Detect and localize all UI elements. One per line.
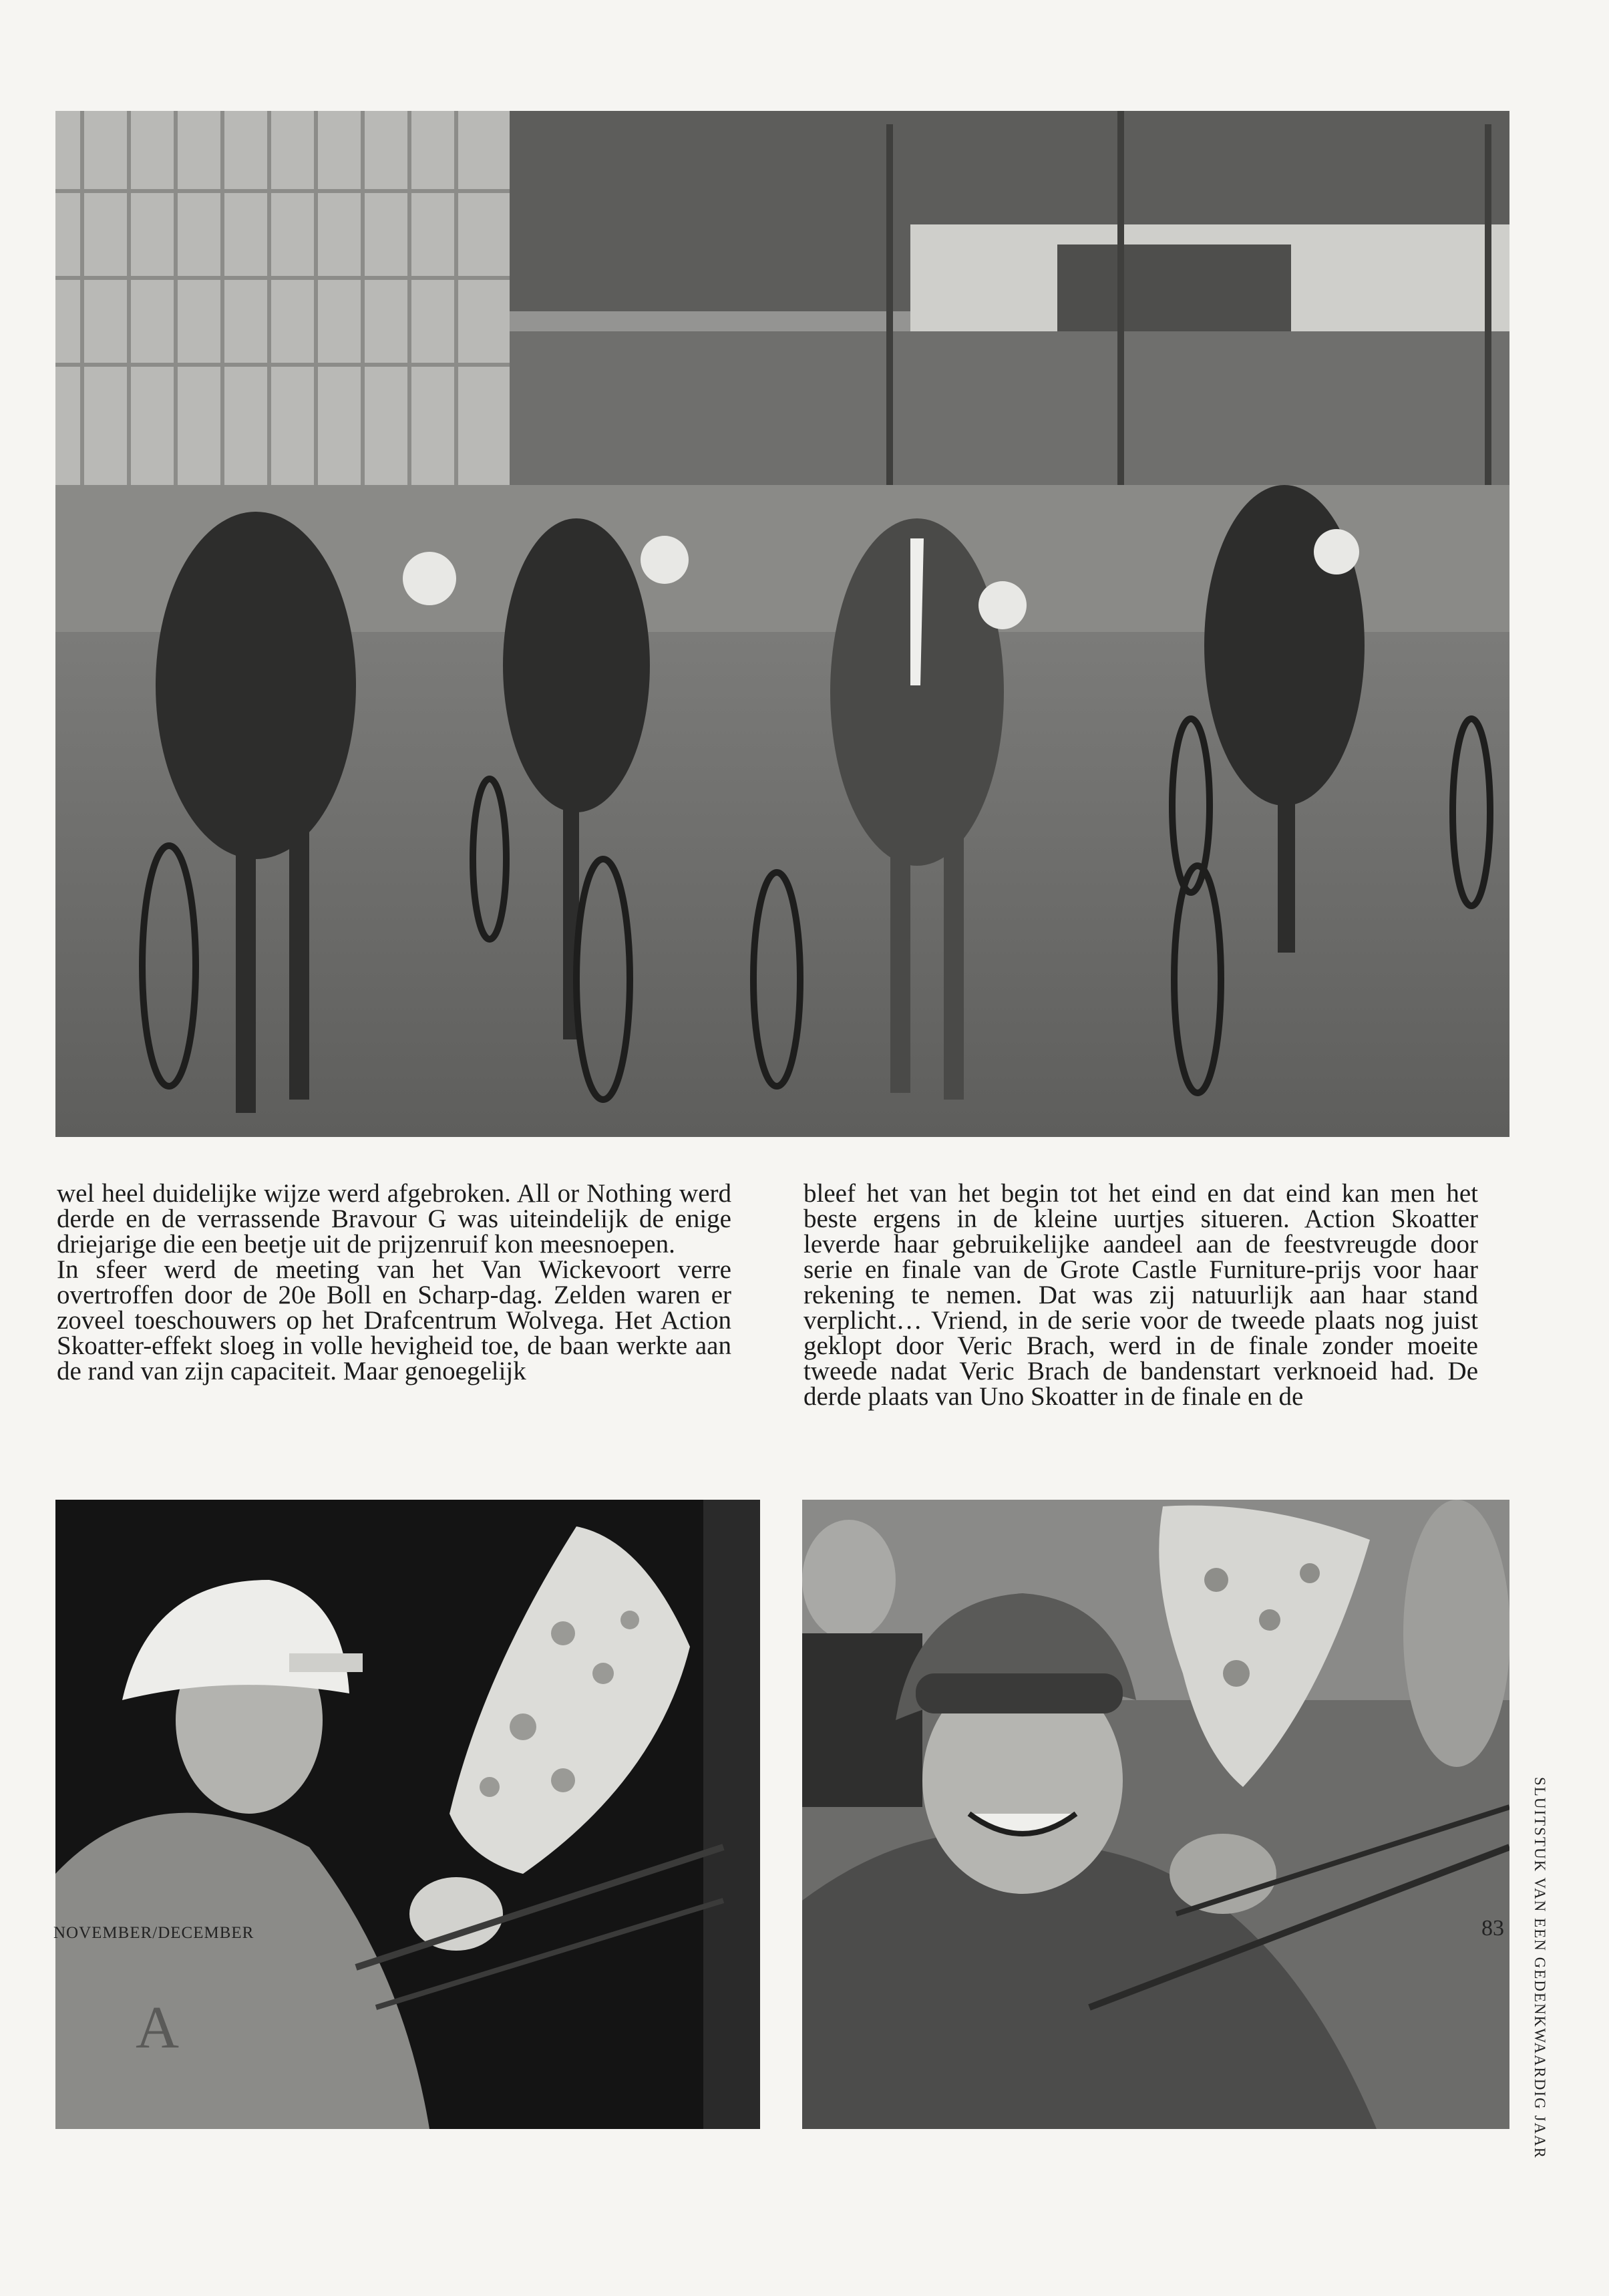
smiling-driver-with-flowers-photo — [802, 1500, 1509, 2129]
article-paragraph: wel heel duidelijke wijze werd afgebroken. All or Nothing werd derde en de verrassende Bravour G was uiteindelijk de enige driejarige die een beetje uit de prijzenruif kon meesnoepen. — [57, 1179, 731, 1259]
footer-issue-date: NOVEMBER/DECEMBER — [53, 1924, 254, 1942]
svg-text:A: A — [136, 1995, 179, 2061]
article-left-column — [57, 1181, 731, 1384]
side-caption: SLUITSTUK VAN EEN GEDENKWAARDIG JAAR — [1532, 1777, 1548, 2160]
driver-with-flowers-photo — [55, 1500, 760, 2129]
harness-race-photo — [55, 111, 1509, 1137]
article-right-column — [803, 1181, 1478, 1410]
page-number: 83 — [1481, 1916, 1504, 1941]
article-paragraph: In sfeer werd de meeting van het Van Wickevoort verre overtroffen door de 20e Boll en Scharp-dag. Zelden waren er zoveel toeschouwers op het Drafcentrum Wolvega. Het Action Skoatter-effekt sloeg in volle hevigheid toe, de baan werkte aan de rand van zijn capaciteit. Maar genoegelijk — [57, 1255, 731, 1385]
article-paragraph: bleef het van het begin tot het eind en dat eind kan men het beste ergens in de kleine uurtjes situeren. Action Skoatter leverde haar gebruikelijke aandeel aan de feestvreugde door serie en finale van de Grote Castle Furniture-prijs voor haar rekening te nemen. Dat was zij natuurlijk aan haar stand verplicht… Vriend, in de serie voor de tweede plaats nog juist geklopt door Veric Brach, werd in de finale zonder moeite tweede nadat Veric Brach de bandenstart verknoeid had. De derde plaats van Uno Skoatter in de finale en de — [803, 1179, 1478, 1411]
